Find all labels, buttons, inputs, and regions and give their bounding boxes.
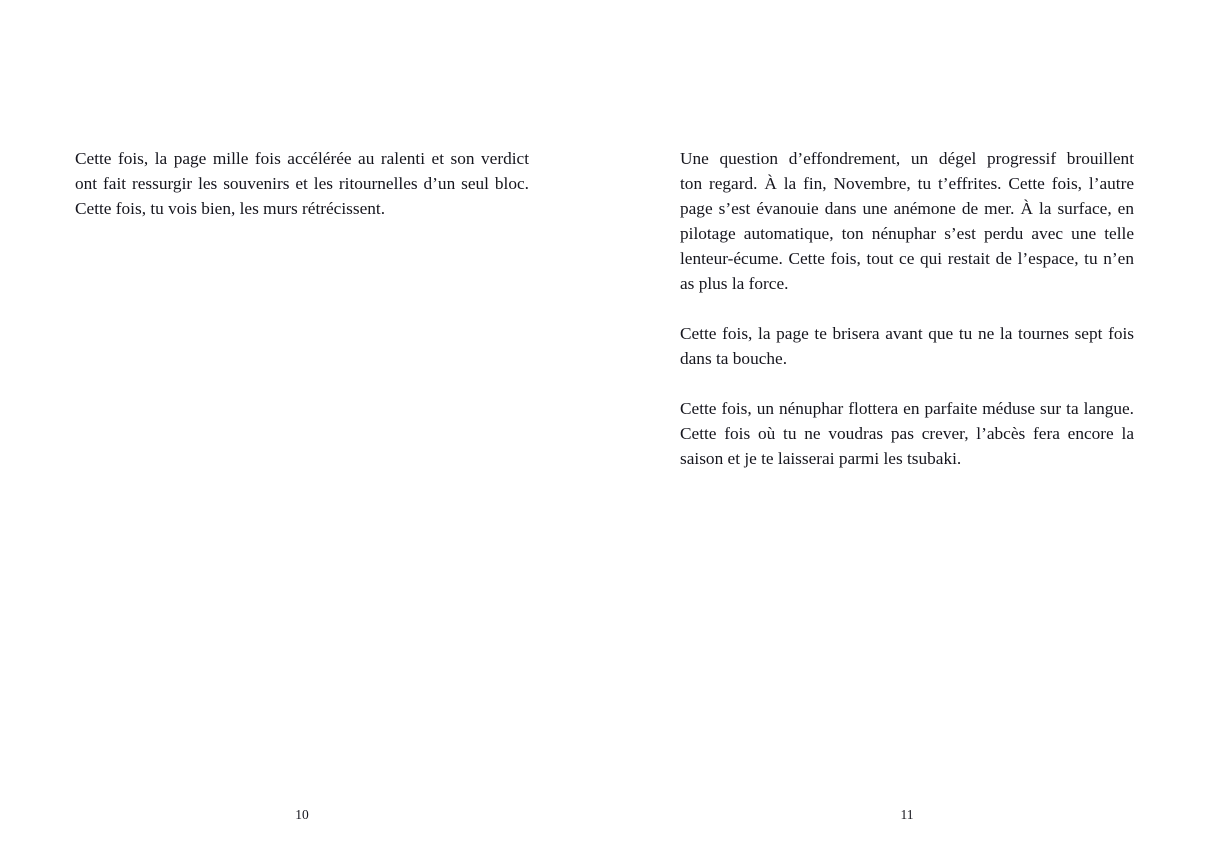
paragraph: [680, 146, 1134, 296]
text-line: Cette fois où tu ne voudras pas crever, l’abcès fera encore la: [680, 424, 1134, 443]
text-line: Cette fois, tu vois bien, les murs rétrécissent.: [75, 199, 386, 218]
text-line: Une question d’effondrement, un dégel progressif brouillent: [680, 149, 1134, 168]
page-text-block: [75, 146, 529, 221]
text-line: Cette fois, la page te brisera avant que tu ne la tournes sept fois: [680, 324, 1134, 343]
text-line: dans ta bouche.: [680, 349, 788, 368]
paragraph: [75, 146, 529, 221]
text-line: page s’est évanouie dans une anémone de mer. À la surface, en: [680, 199, 1134, 218]
text-line: as plus la force.: [680, 274, 789, 293]
text-line: Cette fois, la page mille fois accélérée au ralenti et son verdict: [75, 149, 529, 168]
page-right: [680, 0, 1134, 858]
text-line: ton regard. À la fin, Novembre, tu t’effrites. Cette fois, l’autre: [680, 174, 1134, 193]
page-left: [75, 0, 529, 858]
text-line: lenteur-écume. Cette fois, tout ce qui restait de l’espace, tu n’en: [680, 249, 1134, 268]
text-line: ont fait ressurgir les souvenirs et les ritournelles d’un seul bloc.: [75, 174, 529, 193]
page-text-block: [680, 146, 1134, 471]
page-number: 11: [900, 807, 914, 822]
text-line: saison et je te laisserai parmi les tsubaki.: [680, 449, 962, 468]
text-line: Cette fois, un nénuphar flottera en parfaite méduse sur ta langue.: [680, 399, 1134, 418]
page-number: 10: [295, 807, 309, 822]
paragraph: [680, 396, 1134, 471]
text-line: pilotage automatique, ton nénuphar s’est perdu avec une telle: [680, 224, 1134, 243]
paragraph: [680, 321, 1134, 371]
